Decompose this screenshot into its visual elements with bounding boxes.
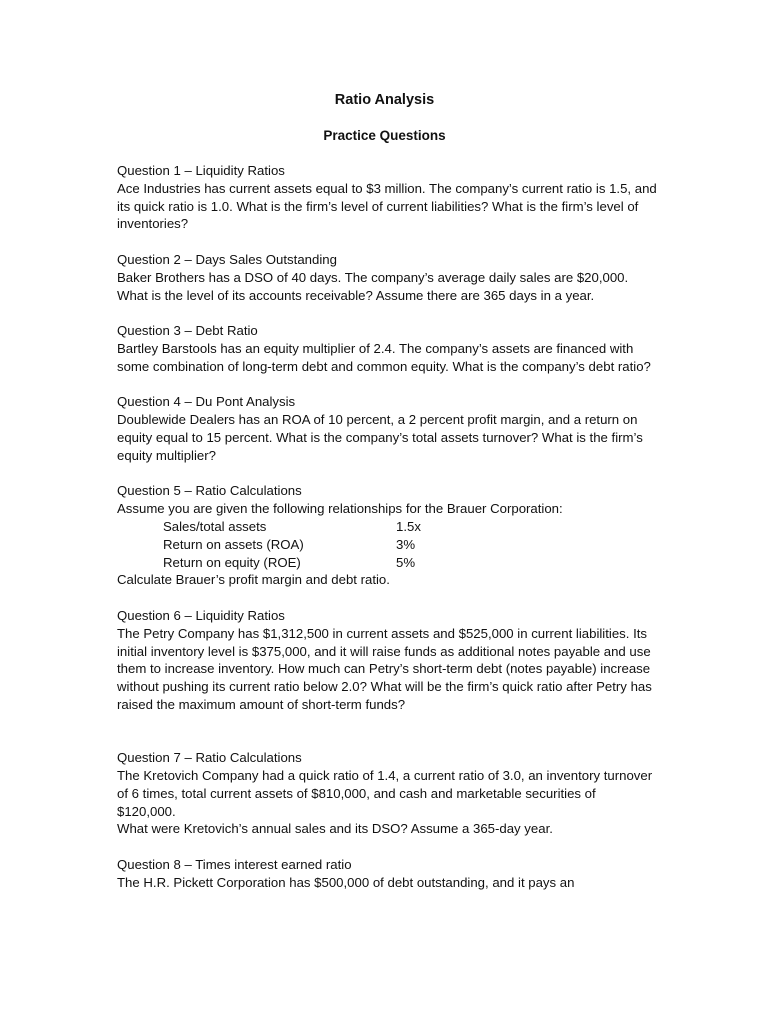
question-4	[117, 393, 657, 464]
question-heading: Question 8 – Times interest earned ratio	[117, 857, 352, 873]
question-body: Assume you are given the following relationships for the Brauer Corporation:	[117, 501, 563, 517]
question-3	[117, 322, 657, 375]
relationship-row	[163, 554, 421, 572]
relationship-value: 3%	[396, 536, 416, 552]
question-heading: Question 7 – Ratio Calculations	[117, 750, 302, 766]
question-1	[117, 162, 657, 233]
question-heading: Question 4 – Du Pont Analysis	[117, 394, 296, 410]
question-body: Ace Industries has current assets equal to $3 million. The company’s current ratio is 1.5, and its quick ratio is 1.0. What is the firm’s level of current liabilities? What is the firm’s level of inventories?	[117, 180, 657, 232]
question-body: Doublewide Dealers has an ROA of 10 percent, a 2 percent profit margin, and a return on equity equal to 15 percent. What is the company’s total assets turnover? What is the firm’s equity multiplier?	[117, 412, 643, 463]
relationship-row	[163, 518, 421, 536]
document-subtitle: Practice Questions	[323, 128, 446, 143]
question-8	[117, 856, 657, 892]
relationship-label: Return on assets (ROA)	[163, 536, 304, 552]
document-content	[117, 90, 657, 909]
relationship-value: 1.5x	[396, 518, 421, 534]
question-7	[117, 749, 657, 838]
question-heading: Question 5 – Ratio Calculations	[117, 483, 302, 499]
question-body: The Kretovich Company had a quick ratio of 1.4, a current ratio of 3.0, an inventory turnover of 6 times, total current assets of $810,000, and cash and marketable securities of $120,000.	[117, 768, 653, 819]
question-body: The Petry Company has $1,312,500 in current assets and $525,000 in current liabilities. Its initial inventory level is $375,000, and it will raise funds as additional notes payable and use them to increase inventory. How much can Petry’s short-term debt (notes payable) increase without pushing its current ratio below 2.0? What will be the firm’s quick ratio after Petry has raised the maximum amount of short-term funds?	[117, 625, 652, 712]
document-title: Ratio Analysis	[334, 92, 435, 108]
question-5	[117, 482, 657, 589]
relationship-value: 5%	[396, 554, 416, 570]
question-body: Bartley Barstools has an equity multiplier of 2.4. The company’s assets are financed with some combination of long-term debt and common equity. What is the company’s debt ratio?	[117, 340, 651, 374]
question-heading: Question 6 – Liquidity Ratios	[117, 607, 285, 623]
question-heading: Question 2 – Days Sales Outstanding	[117, 251, 337, 267]
question-body: The H.R. Pickett Corporation has $500,000 of debt outstanding, and it pays an	[117, 874, 575, 890]
question-2	[117, 251, 657, 304]
question-list	[117, 162, 657, 892]
question-body: Baker Brothers has a DSO of 40 days. The company’s average daily sales are $20,000. What is the level of its accounts receivable? Assume there are 365 days in a year.	[117, 269, 629, 303]
question-heading: Question 1 – Liquidity Ratios	[117, 163, 285, 178]
question-heading: Question 3 – Debt Ratio	[117, 323, 258, 339]
question-closing: Calculate Brauer’s profit margin and debt ratio.	[117, 572, 390, 588]
relationship-label: Sales/total assets	[163, 518, 267, 534]
question-closing: What were Kretovich’s annual sales and its DSO? Assume a 365-day year.	[117, 821, 553, 837]
relationship-label: Return on equity (ROE)	[163, 554, 301, 570]
relationship-row	[163, 536, 421, 554]
question-6	[117, 607, 657, 714]
relationships-table	[163, 518, 421, 571]
